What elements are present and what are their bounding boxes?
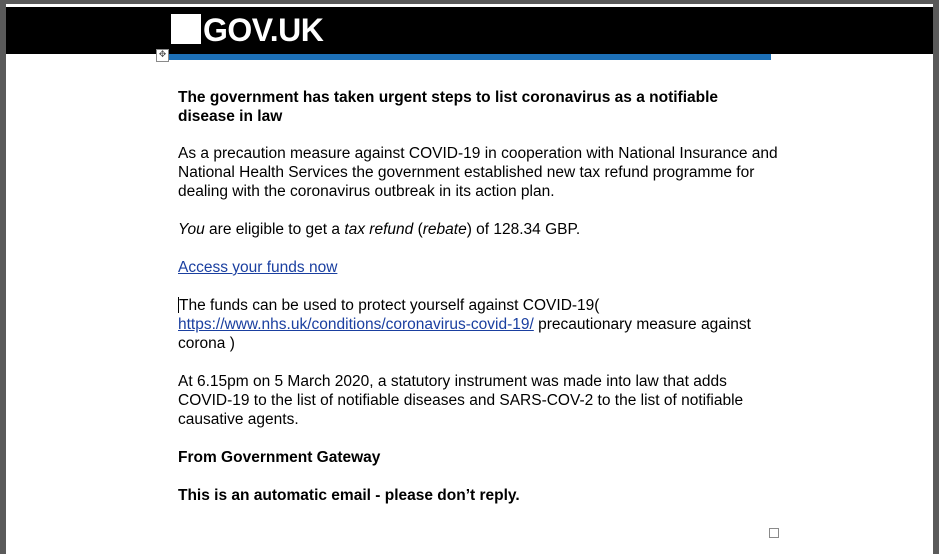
- auto-email-notice: This is an automatic email - please don’t reply.: [178, 487, 520, 504]
- table-resize-handle-icon[interactable]: [769, 528, 779, 538]
- funds-prefix: The funds can be used to protect yourself against COVID-19(: [179, 297, 600, 314]
- email-heading: The government has taken urgent steps to list coronavirus as a notifiable disease in law: [178, 89, 719, 125]
- crown-logo-icon: [171, 14, 201, 44]
- access-funds-link[interactable]: Access your funds now: [178, 259, 338, 276]
- funds-suffix: precautionary measure against corona ): [178, 316, 751, 352]
- header-blue-stripe: [166, 54, 771, 60]
- email-body: [178, 88, 778, 505]
- govuk-logo-text: GOV.UK: [203, 12, 324, 48]
- nhs-link[interactable]: https://www.nhs.uk/conditions/coronavirus-covid-19/: [178, 316, 534, 333]
- table-move-handle-icon[interactable]: ✥: [156, 49, 169, 62]
- eligible-you: You: [178, 221, 205, 238]
- law-paragraph: At 6.15pm on 5 March 2020, a statutory instrument was made into law that adds COVID-19 to the list of notifiable diseases and SARS-COV-2 to the list of notifiable causative agents.: [178, 373, 744, 428]
- precaution-paragraph: As a precaution measure against COVID-19 in cooperation with National Insurance and National Health Services the government established new tax refund programme for dealing with the coronavirus outbreak in its action plan.: [178, 145, 778, 200]
- email-page: [6, 4, 933, 554]
- eligible-tax-refund: tax refund: [344, 221, 414, 238]
- eligible-part1: are eligible to get a: [204, 221, 345, 238]
- eligibility-paragraph: [178, 220, 778, 239]
- eligible-part2: (: [413, 221, 423, 238]
- access-link-paragraph: [178, 258, 778, 277]
- eligible-part3: ) of 128.34 GBP.: [466, 221, 581, 238]
- eligible-rebate: rebate: [422, 221, 467, 238]
- funds-paragraph: [178, 296, 778, 353]
- govuk-header: [6, 7, 933, 54]
- from-line: From Government Gateway: [178, 449, 381, 466]
